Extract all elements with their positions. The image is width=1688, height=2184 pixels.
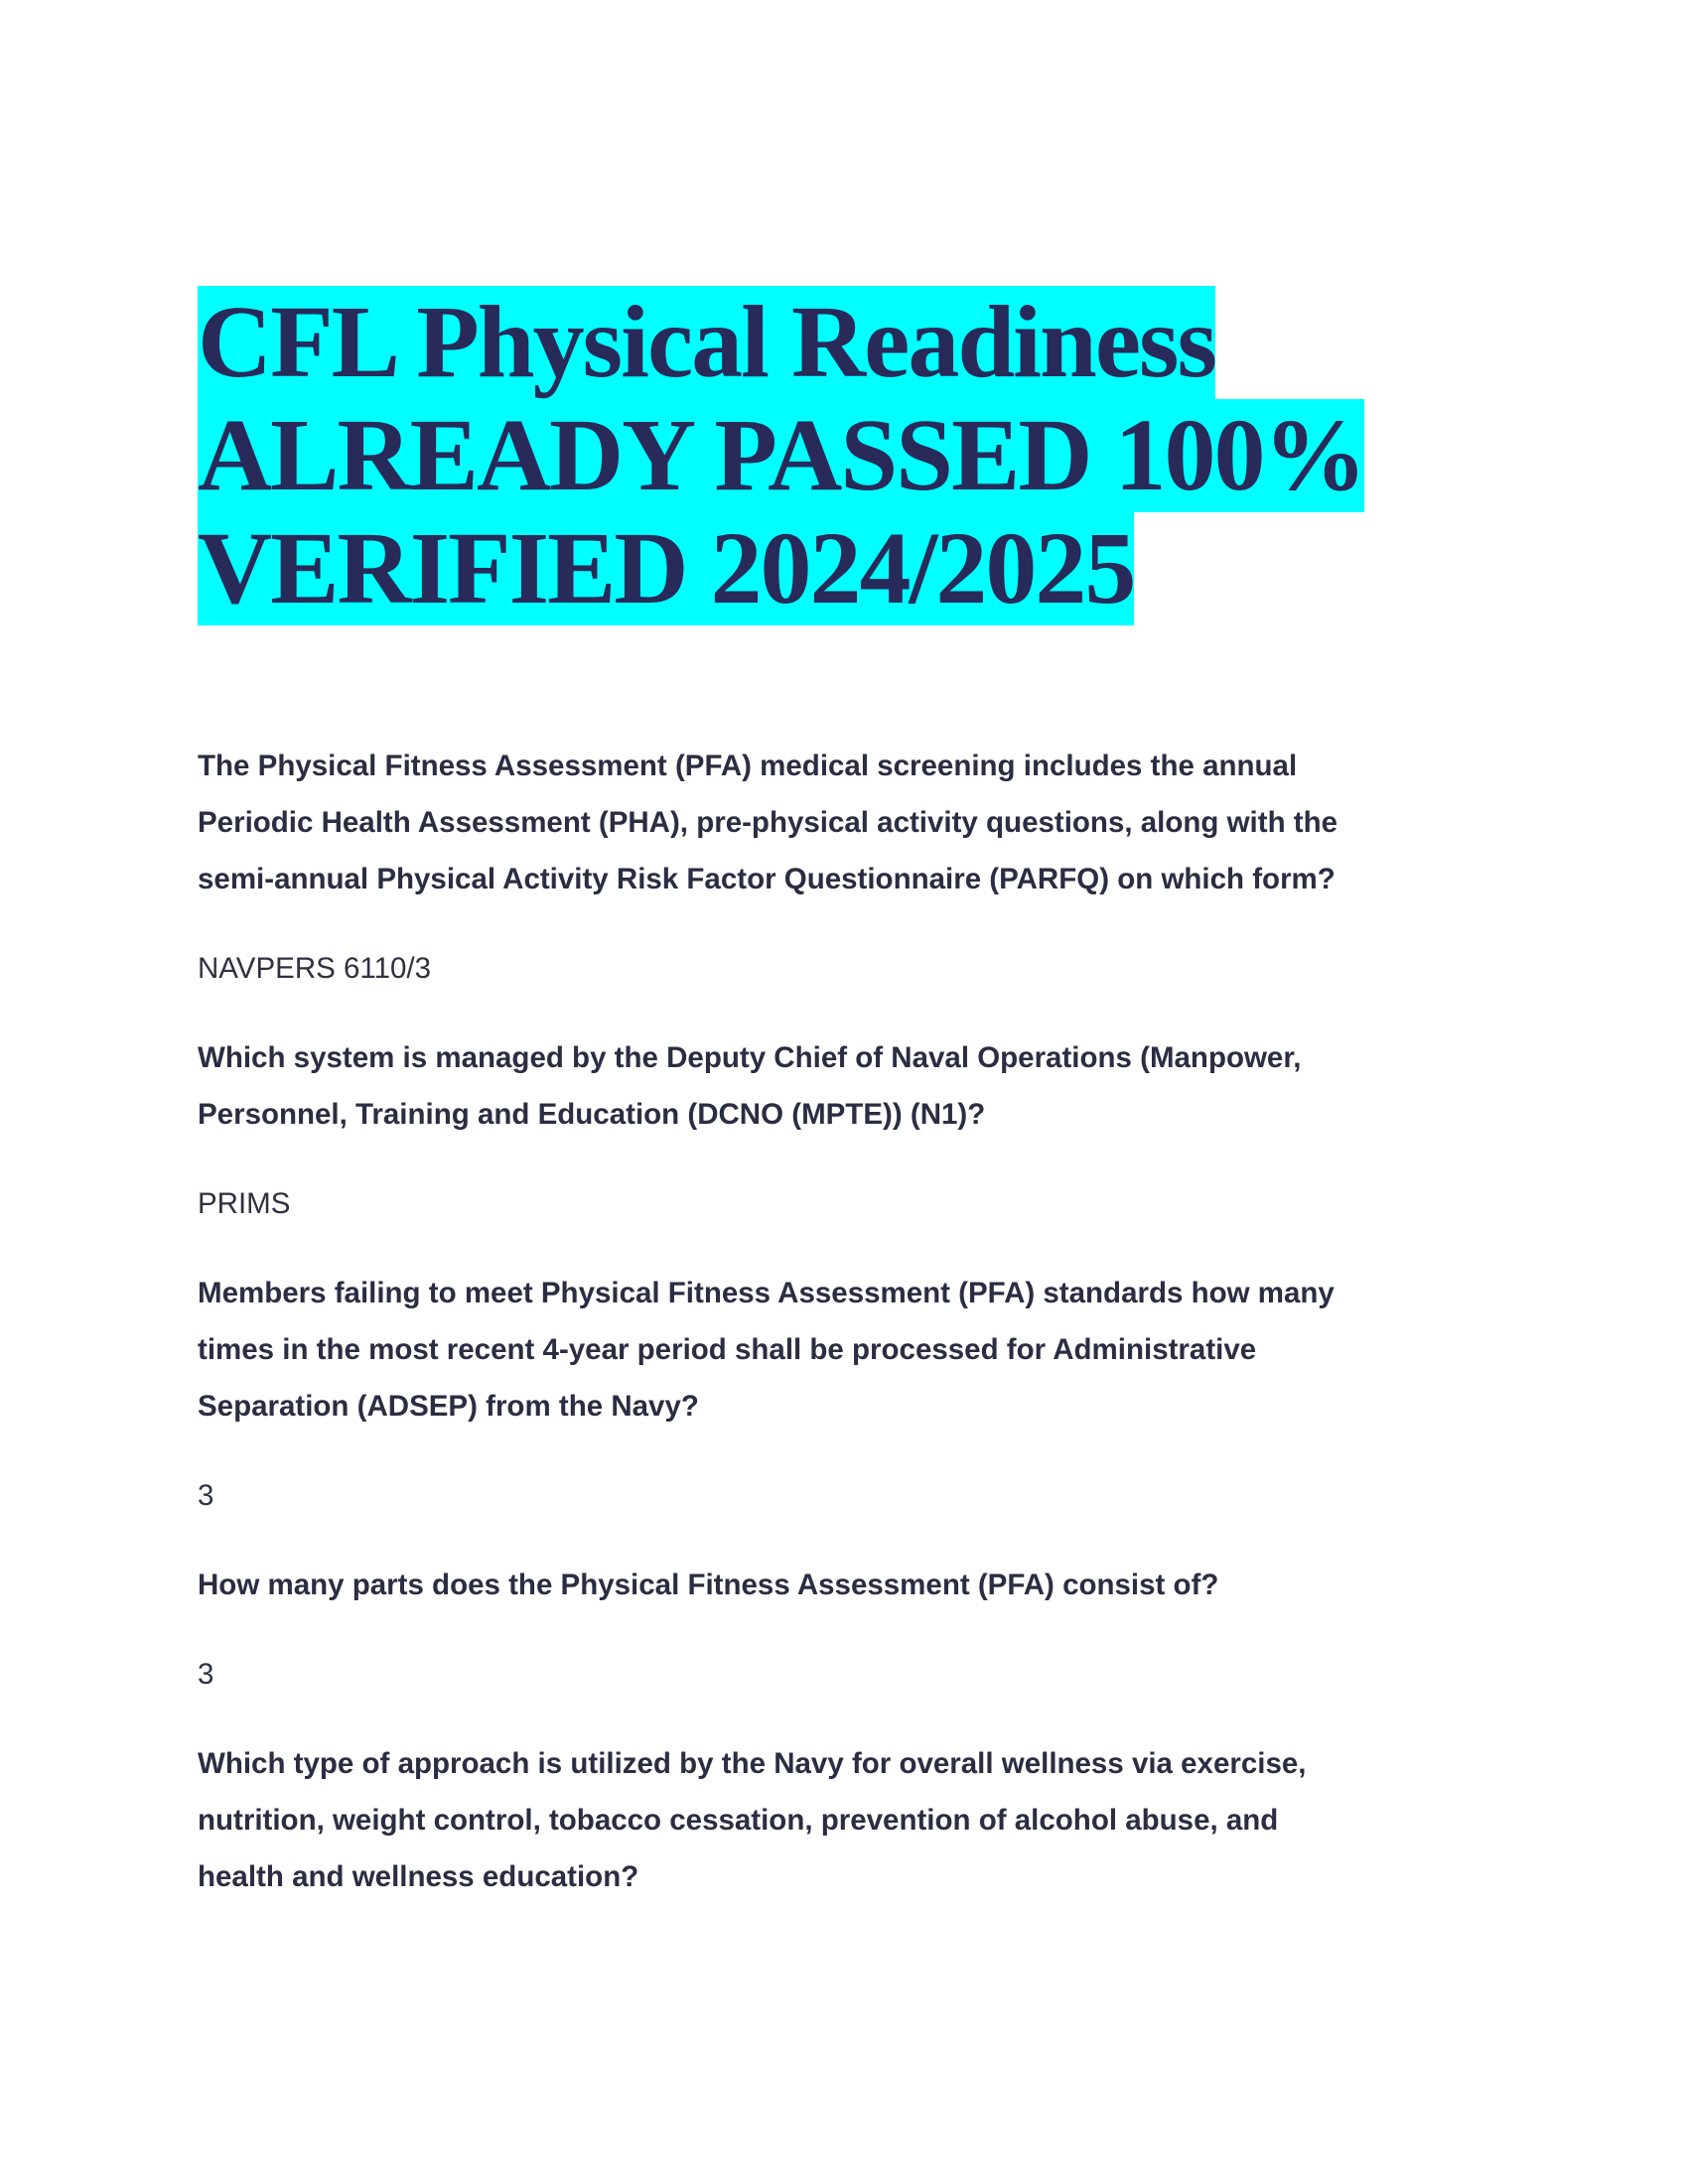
qa-list bbox=[198, 738, 1508, 1938]
question-line: semi-annual Physical Activity Risk Factor Questionnaire (PARFQ) on which form? bbox=[198, 863, 1336, 895]
question bbox=[198, 1029, 1508, 1143]
question-line: Personnel, Training and Education (DCNO (MPTE)) (N1)? bbox=[198, 1098, 986, 1131]
answer: 3 bbox=[198, 1658, 214, 1691]
title-line: CFL Physical Readiness bbox=[198, 285, 1215, 399]
answer: PRIMS bbox=[198, 1187, 291, 1220]
question bbox=[198, 1265, 1508, 1434]
question-line: times in the most recent 4-year period shall be processed for Administrative bbox=[198, 1333, 1257, 1366]
question-line: The Physical Fitness Assessment (PFA) medical screening includes the annual bbox=[198, 750, 1298, 782]
question-line: Periodic Health Assessment (PHA), pre-physical activity questions, along with the bbox=[198, 806, 1338, 839]
document-title bbox=[198, 286, 1364, 625]
question-line: Separation (ADSEP) from the Navy? bbox=[198, 1390, 699, 1423]
question-line: How many parts does the Physical Fitness Assessment (PFA) consist of? bbox=[198, 1569, 1219, 1601]
question-line: nutrition, weight control, tobacco cessation, prevention of alcohol abuse, and bbox=[198, 1804, 1279, 1837]
question bbox=[198, 1735, 1508, 1905]
question bbox=[198, 1557, 1508, 1613]
question-line: Which type of approach is utilized by the Navy for overall wellness via exercise, bbox=[198, 1747, 1307, 1780]
question-line: health and wellness education? bbox=[198, 1860, 639, 1893]
title-line: VERIFIED 2024/2025 bbox=[198, 511, 1135, 625]
answer: 3 bbox=[198, 1479, 214, 1512]
question-line: Members failing to meet Physical Fitness Assessment (PFA) standards how many bbox=[198, 1277, 1335, 1309]
question-line: Which system is managed by the Deputy Chief of Naval Operations (Manpower, bbox=[198, 1041, 1302, 1074]
answer: NAVPERS 6110/3 bbox=[198, 952, 432, 985]
question bbox=[198, 738, 1508, 907]
title-line: ALREADY PASSED 100% bbox=[198, 398, 1365, 512]
